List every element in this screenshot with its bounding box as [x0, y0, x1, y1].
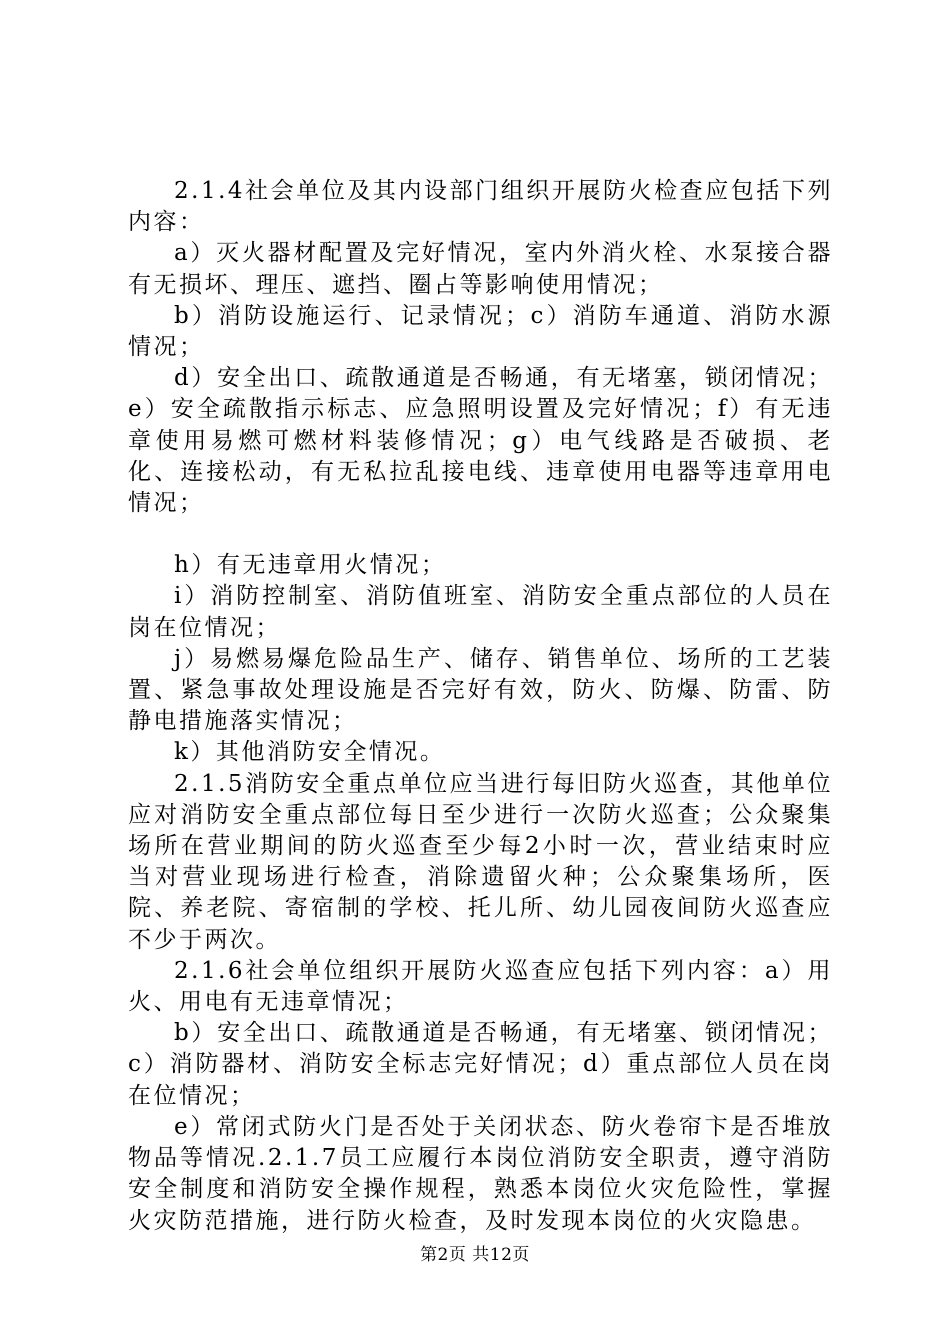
paragraph-item-k: k）其他消防安全情况。	[174, 739, 446, 766]
paragraph-item-i: i）消防控制室、消防值班室、消防安全重点部位的人员在岗在位情况；	[128, 583, 833, 641]
paragraph-patrol-b-d: b）安全出口、疏散通道是否畅通，有无堵塞、锁闭情况；c）消防器材、消防安全标志完好情况；d）重点部位人员在岗在位情况；	[128, 1020, 833, 1109]
paragraph-2-1-5: 2.1.5消防安全重点单位应当进行每旧防火巡查，其他单位应对消防安全重点部位每日至少进行一次防火巡查；公众聚集场所在营业期间的防火巡查至少每2小时一次，营业结束时应当对营业现场进行检查，消除遗留火种；公众聚集场所，医院、养老院、寄宿制的学校、托儿所、幼儿园夜间防火巡查应不少于两次。	[128, 770, 833, 953]
paragraph-item-b-c: b）消防设施运行、记录情况；c）消防车通道、消防水源情况；	[128, 302, 833, 361]
paragraph-item-d-g: d）安全出口、疏散通道是否畅通，有无堵塞，锁闭情况；e）安全疏散指示标志、应急照明设置及完好情况；f）有无违章使用易燃可燃材料装修情况；g）电气线路是否破损、老化、连接松动，有无私拉乱接电线、违章使用电器等违章用电情况；	[128, 365, 833, 517]
paragraph-2-1-4: 2.1.4社会单位及其内设部门组织开展防火检查应包括下列内容：	[128, 178, 833, 236]
paragraph-patrol-e-2-1-7: e）常闭式防火门是否处于关闭状态、防火卷帘卞是否堆放物品等情况.2.1.7员工应履行本岗位消防安全职责，遵守消防安全制度和消防安全操作规程，熟悉本岗位火灾危险性，掌握火灾防范措施，进行防火检查，及时发现本岗位的火灾隐患。	[128, 1113, 833, 1234]
paragraph-item-h: h）有无违章用火情况；	[174, 552, 447, 579]
paragraph-item-j: j）易燃易爆危险品生产、储存、销售单位、场所的工艺装置、紧急事故处理设施是否完好有效，防火、防爆、防雷、防静电措施落实情况；	[128, 645, 833, 735]
page-number-footer: 第2页 共12页	[420, 1245, 530, 1265]
paragraph-item-a: a）灭火器材配置及完好情况，室内外消火栓、水泵接合器有无损坏、理压、遮挡、圈占等影响使用情况；	[128, 240, 833, 298]
paragraph-2-1-6: 2.1.6社会单位组织开展防火巡查应包括下列内容：a）用火、用电有无违章情况；	[128, 957, 833, 1016]
document-body	[128, 176, 833, 1237]
